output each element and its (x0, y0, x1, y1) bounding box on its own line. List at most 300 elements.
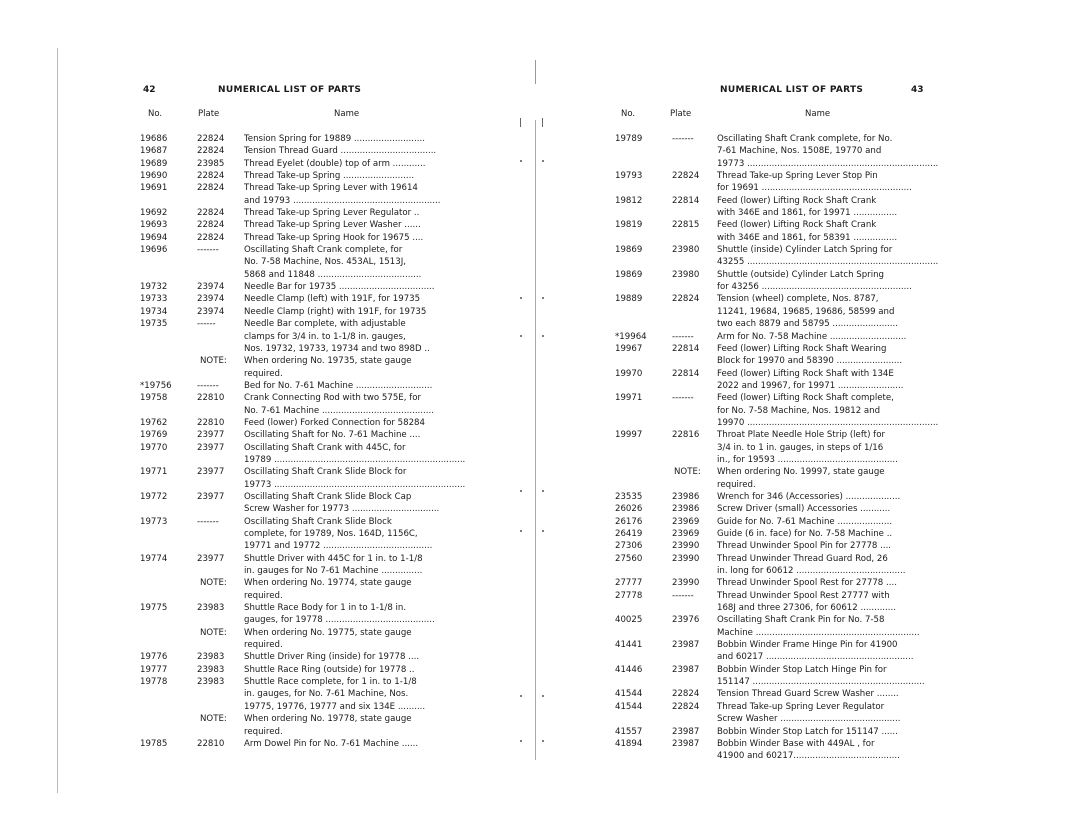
part-name: with 346E and 1861, for 58391 ................ (717, 232, 898, 243)
part-name: Oscillating Shaft Crank with 445C, for (244, 442, 406, 453)
part-number: 19869 (615, 245, 643, 256)
table-row (140, 639, 470, 651)
plate-number: 22810 (197, 417, 225, 428)
part-name: Oscillating Shaft Crank Slide Block for (244, 467, 407, 478)
part-number: 41544 (615, 701, 643, 712)
part-number: 27777 (615, 578, 643, 589)
note-label: NOTE: (200, 356, 227, 367)
part-name: Arm for No. 7-58 Machine ............................ (717, 331, 907, 342)
plate-number: 23990 (672, 578, 700, 589)
table-row (140, 331, 470, 343)
table-row (140, 256, 470, 268)
table-row (140, 269, 470, 281)
plate-number: 22824 (672, 294, 700, 305)
note-label: NOTE: (200, 714, 227, 725)
part-name: Screw Washer for 19773 ................................ (244, 504, 440, 515)
table-row (140, 306, 470, 318)
table-row (615, 750, 945, 762)
part-name: 19773 ...................................................................... (244, 479, 466, 490)
plate-number: 22814 (672, 195, 700, 206)
plate-number: 23977 (197, 430, 225, 441)
part-name: 19773 ...................................................................... (717, 158, 939, 169)
table-row (615, 602, 945, 614)
part-number: 19769 (140, 430, 168, 441)
table-row (615, 688, 945, 700)
table-row (140, 195, 470, 207)
part-name: Shuttle (outside) Cylinder Latch Spring (717, 269, 884, 280)
part-number: 19686 (140, 134, 168, 144)
table-row (140, 133, 470, 145)
table-row (615, 701, 945, 713)
table-row (615, 306, 945, 318)
plate-number: 23969 (672, 516, 700, 527)
table-row (140, 343, 470, 355)
plate-number: 22824 (672, 689, 700, 700)
part-number: 19967 (615, 343, 643, 354)
table-row (615, 318, 945, 330)
part-number: 19772 (140, 491, 168, 502)
table-row (615, 479, 945, 491)
part-number: 41894 (615, 738, 643, 749)
part-number: 19777 (140, 664, 168, 675)
table-row (615, 516, 945, 528)
table-row (615, 713, 945, 725)
part-name: Oscillating Shaft Crank Pin for No. 7-58 (717, 615, 885, 626)
part-name: Guide for No. 7-61 Machine .................... (717, 516, 893, 527)
plate-number: 23986 (672, 504, 700, 515)
table-row (615, 553, 945, 565)
plate-number: ------- (672, 393, 694, 404)
table-row (615, 590, 945, 602)
part-name: Screw Driver (small) Accessories ........... (717, 504, 891, 515)
table-row (140, 207, 470, 219)
part-number: 27778 (615, 590, 643, 601)
part-name: Needle Clamp (left) with 191F, for 19735 (244, 294, 421, 305)
part-name: Thread Take-up Spring .......................... (244, 171, 415, 182)
part-number: 19971 (615, 393, 643, 404)
part-number: 40025 (615, 615, 643, 626)
part-number: 26176 (615, 516, 643, 527)
part-name: Needle Bar complete, with adjustable (244, 319, 406, 330)
part-name: 168J and three 27306, for 60612 ............. (717, 603, 896, 614)
plate-number: 22824 (197, 134, 225, 144)
table-row (615, 664, 945, 676)
plate-number: ------- (197, 245, 219, 256)
table-row (140, 491, 470, 503)
part-number: 19762 (140, 417, 168, 428)
table-row (140, 281, 470, 293)
plate-number: ------- (672, 134, 694, 144)
table-row (615, 232, 945, 244)
table-row (615, 676, 945, 688)
table-row (615, 738, 945, 750)
plate-number: 23987 (672, 640, 700, 651)
part-name: 2022 and 19967, for 19971 ........................ (717, 380, 904, 391)
part-number: 19773 (140, 516, 168, 527)
table-row (140, 380, 470, 392)
page-title: NUMERICAL LIST OF PARTS (720, 85, 864, 95)
part-name: Crank Connecting Rod with two 575E, for (244, 393, 422, 404)
plate-number: 23977 (197, 442, 225, 453)
part-name: Shuttle Race complete, for 1 in. to 1-1/8 (244, 677, 417, 688)
part-number: 19694 (140, 232, 168, 243)
plate-number: 22824 (197, 232, 225, 243)
part-name: Oscillating Shaft Crank complete, for No. (717, 134, 893, 144)
plate-number: 22824 (197, 220, 225, 231)
part-name: 41900 and 60217....................................... (717, 751, 900, 762)
plate-number: ------- (197, 516, 219, 527)
table-row (140, 182, 470, 194)
plate-number: ------- (672, 590, 694, 601)
part-name: Tension Spring for 19889 .......................... (244, 134, 425, 144)
plate-number: 22824 (197, 171, 225, 182)
part-name: Feed (lower) Lifting Rock Shaft Wearing (717, 343, 887, 354)
table-row (140, 417, 470, 429)
part-name: Shuttle Race Ring (outside) for 19778 .. (244, 664, 415, 675)
column-header-plate: Plate (198, 109, 220, 119)
part-number: 19689 (140, 158, 168, 169)
part-name: Shuttle Driver with 445C for 1 in. to 1-1/8 (244, 553, 423, 564)
part-number: 19789 (615, 134, 643, 144)
part-name: in. gauges, for No. 7-61 Machine, Nos. (244, 689, 409, 700)
plate-number: 23990 (672, 541, 700, 552)
plate-number: 23983 (197, 652, 225, 663)
part-name: 3/4 in. to 1 in. gauges, in steps of 1/16 (717, 442, 884, 453)
part-name: Bobbin Winder Stop Latch Hinge Pin for (717, 664, 887, 675)
plate-number: 22824 (197, 183, 225, 194)
part-name: required. (244, 640, 283, 651)
part-name: with 346E and 1861, for 19971 ................ (717, 208, 898, 219)
part-name: Wrench for 346 (Accessories) .................... (717, 491, 901, 502)
part-name: Throat Plate Needle Hole Strip (left) for (717, 430, 885, 441)
table-row (615, 429, 945, 441)
table-row (140, 442, 470, 454)
part-name: 11241, 19684, 19685, 19686, 58599 and (717, 306, 895, 317)
part-name: Bobbin Winder Base with 449AL , for (717, 738, 875, 749)
part-name: 7-61 Machine, Nos. 1508E, 19770 and (717, 146, 882, 157)
part-name: in., for 19593 ............................................ (717, 454, 898, 465)
part-name: Thread Unwinder Spool Rest for 27778 .... (717, 578, 897, 589)
table-row (615, 368, 945, 380)
part-number: 19776 (140, 652, 168, 663)
part-number: 41557 (615, 726, 643, 737)
table-row (140, 590, 470, 602)
part-name: Guide (6 in. face) for No. 7-58 Machine .. (717, 529, 893, 539)
table-row (615, 207, 945, 219)
plate-number: 23987 (672, 664, 700, 675)
part-name: and 19793 ...................................................... (244, 195, 441, 206)
part-name: Feed (lower) Lifting Rock Shaft complete, (717, 393, 894, 404)
page-number: 43 (911, 85, 924, 95)
table-row (140, 516, 470, 528)
column-header-no: No. (148, 109, 163, 119)
table-row (615, 417, 945, 429)
table-row (140, 293, 470, 305)
part-name: Tension Thread Guard Screw Washer ........ (717, 689, 899, 700)
plate-number: ------- (197, 380, 219, 391)
part-name: Bobbin Winder Frame Hinge Pin for 41900 (717, 640, 898, 651)
part-number: 19869 (615, 269, 643, 280)
part-name: for No. 7-58 Machine, Nos. 19812 and (717, 405, 881, 416)
plate-number: 22824 (197, 146, 225, 157)
part-number: 19770 (140, 442, 168, 453)
part-number: 19793 (615, 171, 643, 182)
table-row (140, 158, 470, 170)
part-number: 19771 (140, 467, 168, 478)
plate-number: 23987 (672, 726, 700, 737)
table-row (615, 540, 945, 552)
part-name: Oscillating Shaft Crank complete, for (244, 245, 403, 256)
part-name: When ordering No. 19735, state gauge (244, 356, 412, 367)
part-number: 19889 (615, 294, 643, 305)
plate-number: 23990 (672, 553, 700, 564)
table-row (140, 627, 470, 639)
table-row (140, 540, 470, 552)
part-name: Screw Washer ............................................ (717, 714, 901, 725)
part-name: When ordering No. 19778, state gauge (244, 714, 412, 725)
part-number: 19696 (140, 245, 168, 256)
note-label: NOTE: (674, 467, 701, 478)
plate-number: 22810 (197, 738, 225, 749)
part-name: 19771 and 19772 ........................................ (244, 541, 433, 552)
part-number: 19691 (140, 183, 168, 194)
table-row (615, 331, 945, 343)
plate-number: 22814 (672, 343, 700, 354)
part-name: Nos. 19732, 19733, 19734 and two 898D .. (244, 343, 430, 354)
part-name: No. 7-61 Machine ......................................... (244, 405, 434, 416)
table-row (615, 639, 945, 651)
table-row (140, 405, 470, 417)
table-row (140, 577, 470, 589)
table-row (140, 602, 470, 614)
plate-number: 22815 (672, 220, 700, 231)
part-name: Thread Take-up Spring Hook for 19675 .... (244, 232, 424, 243)
column-header-name: Name (334, 109, 360, 119)
table-row (140, 318, 470, 330)
parts-list (140, 133, 470, 750)
part-name: Shuttle (inside) Cylinder Latch Spring for (717, 245, 893, 256)
table-row (615, 133, 945, 145)
part-name: Thread Eyelet (double) top of arm ............ (244, 158, 426, 169)
plate-number: 23974 (197, 306, 225, 317)
part-number: 19970 (615, 368, 643, 379)
part-name: 151147 ............................................................... (717, 677, 925, 688)
part-number: 41441 (615, 640, 643, 651)
page-title: NUMERICAL LIST OF PARTS (218, 85, 362, 95)
part-name: 5868 and 11848 ...................................... (244, 269, 422, 280)
part-name: Feed (lower) Forked Connection for 58284 (244, 417, 425, 428)
table-row (615, 244, 945, 256)
part-name: 19775, 19776, 19777 and six 134E .......... (244, 701, 426, 712)
table-row (615, 182, 945, 194)
part-number: 27306 (615, 541, 643, 552)
plate-number: 23976 (672, 615, 700, 626)
part-number: 19735 (140, 319, 168, 330)
table-row (140, 701, 470, 713)
part-number: 19693 (140, 220, 168, 231)
table-row (615, 256, 945, 268)
part-number: 19733 (140, 294, 168, 305)
part-name: for 43256 ....................................................... (717, 282, 912, 293)
column-header-plate: Plate (670, 109, 692, 119)
plate-number: 23983 (197, 677, 225, 688)
plate-number: 23985 (197, 158, 225, 169)
table-row (140, 479, 470, 491)
part-number: 26026 (615, 504, 643, 515)
table-row (140, 170, 470, 182)
table-row (140, 454, 470, 466)
table-row (140, 429, 470, 441)
page-number: 42 (143, 85, 156, 95)
part-number: 19812 (615, 195, 643, 206)
table-row (140, 368, 470, 380)
part-number: 19778 (140, 677, 168, 688)
table-row (615, 577, 945, 589)
part-number: 19785 (140, 738, 168, 749)
plate-number: 22816 (672, 430, 700, 441)
part-name: complete, for 19789, Nos. 164D, 1156C, (244, 529, 418, 539)
plate-number: 22824 (197, 208, 225, 219)
part-name: in. long for 60612 ........................................ (717, 566, 906, 577)
part-name: Bed for No. 7-61 Machine ............................ (244, 380, 433, 391)
table-row (615, 503, 945, 515)
part-name: Feed (lower) Lifting Rock Shaft Crank (717, 220, 877, 231)
part-number: 41544 (615, 689, 643, 700)
table-row (615, 219, 945, 231)
table-row (140, 503, 470, 515)
table-row (615, 269, 945, 281)
part-name: Thread Take-up Spring Lever Washer ...... (244, 220, 421, 231)
part-name: Thread Take-up Spring Lever Regulator (717, 701, 885, 712)
part-name: required. (244, 726, 283, 737)
part-name: clamps for 3/4 in. to 1-1/8 in. gauges, (244, 331, 406, 342)
table-row (140, 651, 470, 663)
part-name: and 60217 ...................................................... (717, 652, 914, 663)
table-row (615, 651, 945, 663)
part-number: *19756 (140, 380, 172, 391)
part-number: 23535 (615, 491, 643, 502)
part-name: Oscillating Shaft Crank Slide Block (244, 516, 392, 527)
table-row (140, 614, 470, 626)
table-row (615, 627, 945, 639)
table-row (140, 466, 470, 478)
plate-number: 23974 (197, 294, 225, 305)
plate-number: 23986 (672, 491, 700, 502)
table-row (140, 565, 470, 577)
part-number: 19690 (140, 171, 168, 182)
part-number: 19774 (140, 553, 168, 564)
part-name: Tension Thread Guard ................................... (244, 146, 437, 157)
table-row (615, 392, 945, 404)
part-number: 26419 (615, 529, 643, 539)
table-row (615, 380, 945, 392)
part-name: Needle Clamp (right) with 191F, for 19735 (244, 306, 427, 317)
part-name: Block for 19970 and 58390 ........................ (717, 356, 903, 367)
table-row (140, 713, 470, 725)
part-name: Thread Unwinder Spool Pin for 27778 .... (717, 541, 892, 552)
part-name: for 19691 ....................................................... (717, 183, 912, 194)
part-name: Shuttle Driver Ring (inside) for 19778 .... (244, 652, 420, 663)
part-number: 19732 (140, 282, 168, 293)
table-row (140, 688, 470, 700)
table-row (615, 170, 945, 182)
part-name: in. gauges for No 7-61 Machine ............... (244, 566, 423, 577)
part-number: 19687 (140, 146, 168, 157)
table-row (615, 491, 945, 503)
plate-number: 23980 (672, 269, 700, 280)
plate-number: 22824 (672, 171, 700, 182)
part-number: 27560 (615, 553, 643, 564)
column-header-name: Name (805, 109, 831, 119)
table-row (140, 355, 470, 367)
table-row (615, 726, 945, 738)
table-row (615, 355, 945, 367)
table-row (140, 553, 470, 565)
part-number: 19692 (140, 208, 168, 219)
part-name: Shuttle Race Body for 1 in to 1-1/8 in. (244, 603, 407, 614)
part-name: required. (244, 368, 283, 379)
table-row (615, 281, 945, 293)
part-name: Oscillating Shaft for No. 7-61 Machine .... (244, 430, 421, 441)
part-name: Feed (lower) Lifting Rock Shaft with 134E (717, 368, 894, 379)
part-name: No. 7-58 Machine, Nos. 453AL, 1513J, (244, 257, 406, 268)
part-name: Thread Unwinder Thread Guard Rod, 26 (717, 553, 888, 564)
table-row (615, 565, 945, 577)
note-label: NOTE: (200, 627, 227, 638)
table-row (140, 219, 470, 231)
part-number: *19964 (615, 331, 647, 342)
plate-number: ------- (672, 331, 694, 342)
part-name: two each 8879 and 58795 ........................ (717, 319, 898, 330)
plate-number: 23980 (672, 245, 700, 256)
part-name: When ordering No. 19774, state gauge (244, 578, 412, 589)
part-number: 19775 (140, 603, 168, 614)
table-row (140, 145, 470, 157)
table-row (615, 343, 945, 355)
table-row (140, 244, 470, 256)
table-row (140, 738, 470, 750)
table-row (615, 195, 945, 207)
part-name: Feed (lower) Lifting Rock Shaft Crank (717, 195, 877, 206)
plate-number: 23983 (197, 603, 225, 614)
part-number: 19758 (140, 393, 168, 404)
part-name: Thread Take-up Spring Lever Stop Pin (717, 171, 878, 182)
table-row (140, 664, 470, 676)
plate-number: 23977 (197, 467, 225, 478)
part-number: 19997 (615, 430, 643, 441)
part-number: 19819 (615, 220, 643, 231)
parts-list (615, 133, 945, 763)
plate-number: 23983 (197, 664, 225, 675)
right-page (540, 0, 1080, 834)
part-name: 19970 ...................................................................... (717, 417, 939, 428)
part-name: Machine ............................................................ (717, 627, 920, 638)
plate-number: 23977 (197, 553, 225, 564)
part-name: required. (717, 479, 756, 490)
part-name: required. (244, 590, 283, 601)
part-name: Tension (wheel) complete, Nos. 8787, (717, 294, 879, 305)
table-row (615, 466, 945, 478)
part-name: Thread Take-up Spring Lever Regulator .. (244, 208, 420, 219)
plate-number: 23977 (197, 491, 225, 502)
table-row (140, 392, 470, 404)
table-row (615, 614, 945, 626)
plate-number: 22814 (672, 368, 700, 379)
part-name: When ordering No. 19997, state gauge (717, 467, 885, 478)
table-row (615, 405, 945, 417)
table-row (615, 442, 945, 454)
part-number: 19734 (140, 306, 168, 317)
